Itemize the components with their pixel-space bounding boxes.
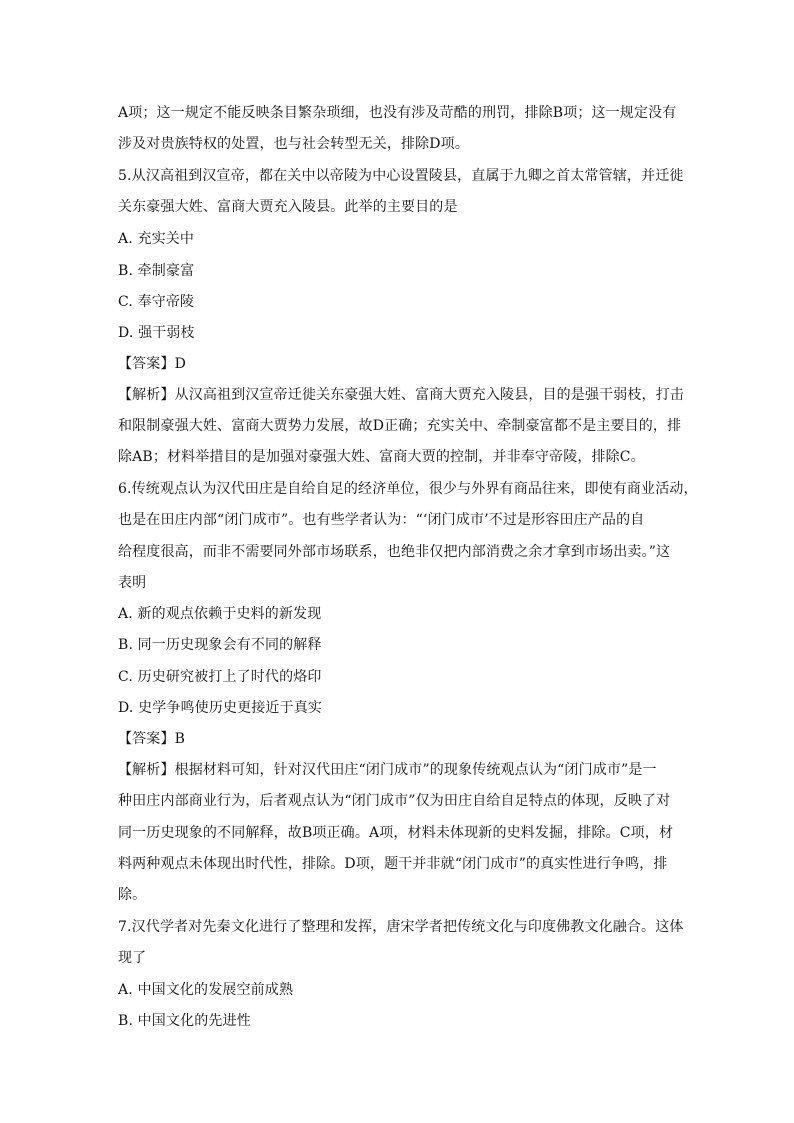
option-a: A. 中国文化的发展空前成熟 — [118, 982, 294, 998]
text-line: 现了 — [118, 950, 147, 966]
option-a: A. 充实关中 — [118, 231, 195, 247]
text-line: 关东豪强大姓、富商大贾充入陵县。此举的主要目的是 — [118, 199, 458, 215]
text-line: 种田庄内部商业行为，后者观点认为“闭门成市”仅为田庄自给自足特点的体现，反映了对 — [118, 793, 671, 809]
question-5-stem: 5.从汉高祖到汉宣帝，都在关中以帝陵为中心设置陵县，直属于九卿之首太常管辖，并迁徙 — [118, 168, 684, 184]
question-6-stem: 6.传统观点认为汉代田庄是自给自足的经济单位，很少与外界有商品往来，即使有商业活动， — [118, 481, 698, 497]
text-line: 和限制豪强大姓、富商大贾势力发展，故D正确；充实关中、牵制豪富都不是主要目的，排 — [118, 418, 682, 434]
option-b: B. 中国文化的先进性 — [118, 1013, 251, 1029]
text-line: 涉及对贵族特权的处置，也与社会转型无关，排除D项。 — [118, 136, 469, 152]
answer-label: 【答案】D — [118, 356, 186, 372]
option-b: B. 牵制豪富 — [118, 263, 195, 279]
option-c: C. 历史研究被打上了时代的烙印 — [118, 669, 322, 685]
text-line: 除。 — [118, 887, 147, 903]
text-line: 同一历史现象的不同解释，故B项正确。A项，材料未体现新的史料发掘，排除。C项，材 — [118, 825, 674, 841]
question-7-stem: 7.汉代学者对先秦文化进行了整理和发挥，唐宋学者把传统文化与印度佛教文化融合。这体 — [118, 919, 684, 935]
text-line: A项；这一规定不能反映条目繁杂琐细，也没有涉及苛酷的刑罚，排除B项；这一规定没有 — [118, 105, 677, 121]
text-line: 料两种观点未体现出时代性，排除。D项，题干并非就“闭门成市”的真实性进行争鸣，排 — [118, 856, 668, 872]
option-d: D. 强干弱枝 — [118, 325, 195, 341]
text-line: 也是在田庄内部“闭门成市”。也有些学者认为：“‘闭门成市’不过是形容田庄产品的自 — [118, 512, 645, 528]
option-c: C. 奉守帝陵 — [118, 294, 195, 310]
text-line: 表明 — [118, 575, 147, 591]
text-line: 给程度很高，而非不需要同外部市场联系，也绝非仅把内部消费之余才拿到市场出卖。”这 — [118, 544, 671, 560]
analysis-text: 【解析】从汉高祖到汉宣帝迁徙关东豪强大姓、富商大贾充入陵县，目的是强干弱枝，打击 — [118, 387, 684, 403]
option-a: A. 新的观点依赖于史料的新发现 — [118, 606, 322, 622]
option-d: D. 史学争鸣使历史更接近于真实 — [118, 700, 323, 716]
option-b: B. 同一历史现象会有不同的解释 — [118, 637, 322, 653]
answer-label: 【答案】B — [118, 731, 186, 747]
analysis-text: 【解析】根据材料可知，针对汉代田庄“闭门成市”的现象传统观点认为“闭门成市”是一 — [118, 762, 657, 778]
text-line: 除AB；材料举措目的是加强对豪强大姓、富商大贾的控制，并非奉守帝陵，排除C。 — [118, 449, 645, 465]
